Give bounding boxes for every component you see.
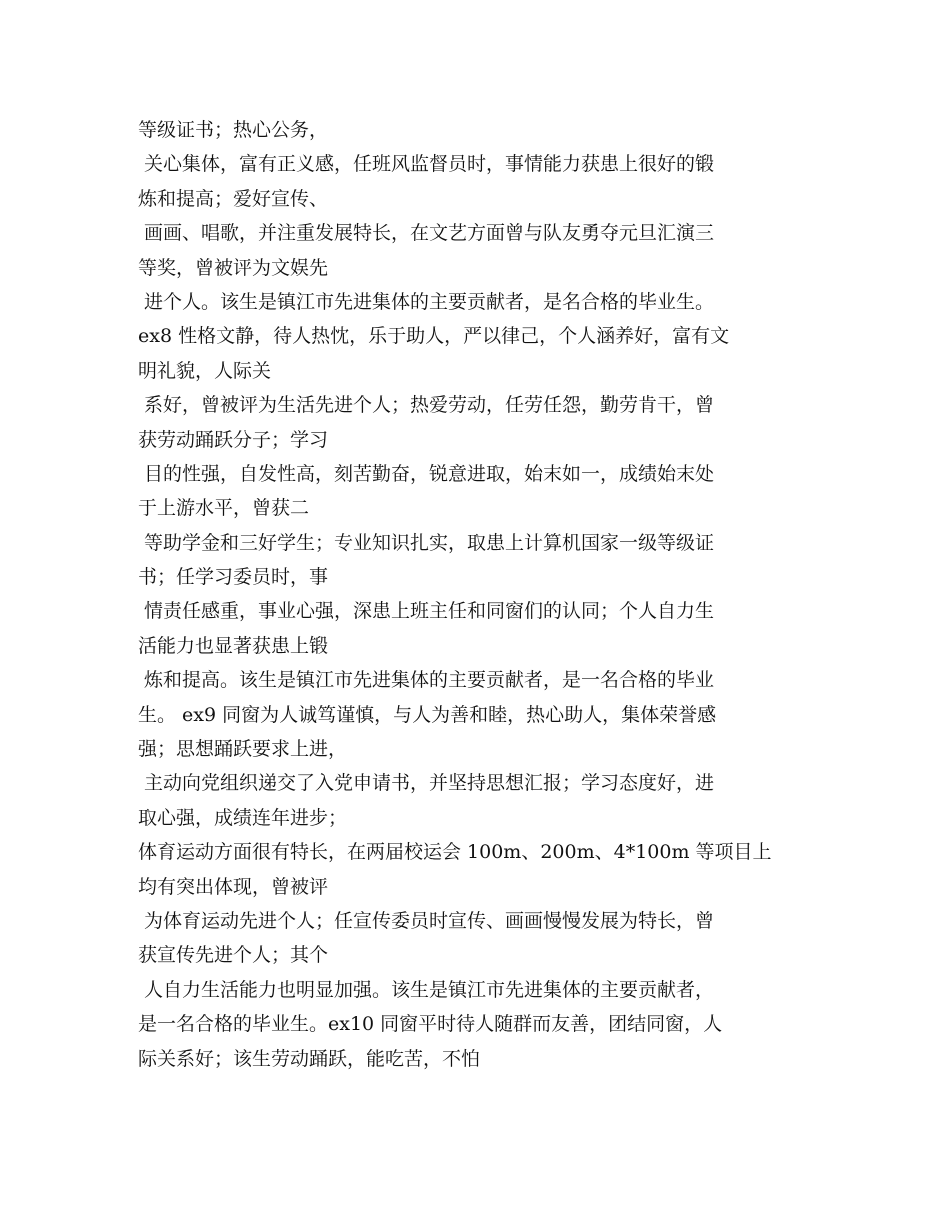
document-body (138, 113, 818, 1076)
text-line-20: 主动向党组织递交了入党申请书，并坚持思想汇报；学习态度好，进 (138, 772, 715, 795)
text-line-4: 画画、唱歌，并注重发展特长，在文艺方面曾与队友勇夺元旦汇演三 (138, 222, 715, 245)
text-line-10: 获劳动踊跃分子；学习 (138, 428, 329, 451)
text-line-5: 等奖，曾被评为文娱先 (138, 256, 329, 279)
text-line-12: 于上游水平，曾获二 (138, 497, 310, 520)
text-line-25: 获宣传先进个人；其个 (138, 944, 329, 967)
text-line-18: 生。 ex9 同窗为人诚笃谨慎，与人为善和睦，热心助人，集体荣誉感 (138, 703, 717, 726)
text-line-17: 炼和提高。该生是镇江市先进集体的主要贡献者，是一名合格的毕业 (138, 669, 715, 692)
text-line-1: 等级证书；热心公务， (138, 119, 329, 141)
text-line-14: 书；任学习委员时，事 (138, 566, 329, 589)
text-line-27: 是一名合格的毕业生。ex10 同窗平时待人随群而友善，团结同窗，人 (138, 1013, 723, 1036)
text-line-7: ex8 性格文静，待人热忱，乐于助人，严以律己，个人涵养好，富有文 (138, 325, 730, 348)
text-line-9: 系好，曾被评为生活先进个人；热爱劳动，任劳任怨，勤劳肯干，曾 (138, 394, 715, 417)
text-line-23: 均有突出体现，曾被评 (138, 875, 329, 898)
text-line-11: 目的性强，自发性高，刻苦勤奋，锐意进取，始末如一，成绩始末处 (138, 462, 715, 485)
text-line-26: 人自力生活能力也明显加强。该生是镇江市先进集体的主要贡献者， (138, 978, 715, 1001)
text-line-15: 情责任感重，事业心强，深患上班主任和同窗们的认同；个人自力生 (138, 600, 715, 623)
text-line-3: 炼和提高；爱好宣传、 (138, 187, 329, 210)
text-line-8: 明礼貌，人际关 (138, 359, 272, 382)
text-line-21: 取心强，成绩连年进步； (138, 806, 348, 829)
text-line-6: 进个人。该生是镇江市先进集体的主要贡献者，是名合格的毕业生。 (138, 290, 715, 313)
text-line-13: 等助学金和三好学生；专业知识扎实，取患上计算机国家一级等级证 (138, 531, 715, 554)
text-line-19: 强；思想踊跃要求上进， (138, 738, 348, 761)
text-line-28: 际关系好；该生劳动踊跃，能吃苦，不怕 (138, 1047, 481, 1070)
text-line-16: 活能力也显著获患上锻 (138, 634, 329, 657)
text-line-22: 体育运动方面很有特长，在两届校运会 100m、200m、4*100m 等项目上 (138, 841, 772, 864)
text-line-2: 关心集体，富有正义感，任班风监督员时，事情能力获患上很好的锻 (138, 153, 715, 176)
text-line-24: 为体育运动先进个人；任宣传委员时宣传、画画慢慢发展为特长，曾 (138, 909, 715, 932)
